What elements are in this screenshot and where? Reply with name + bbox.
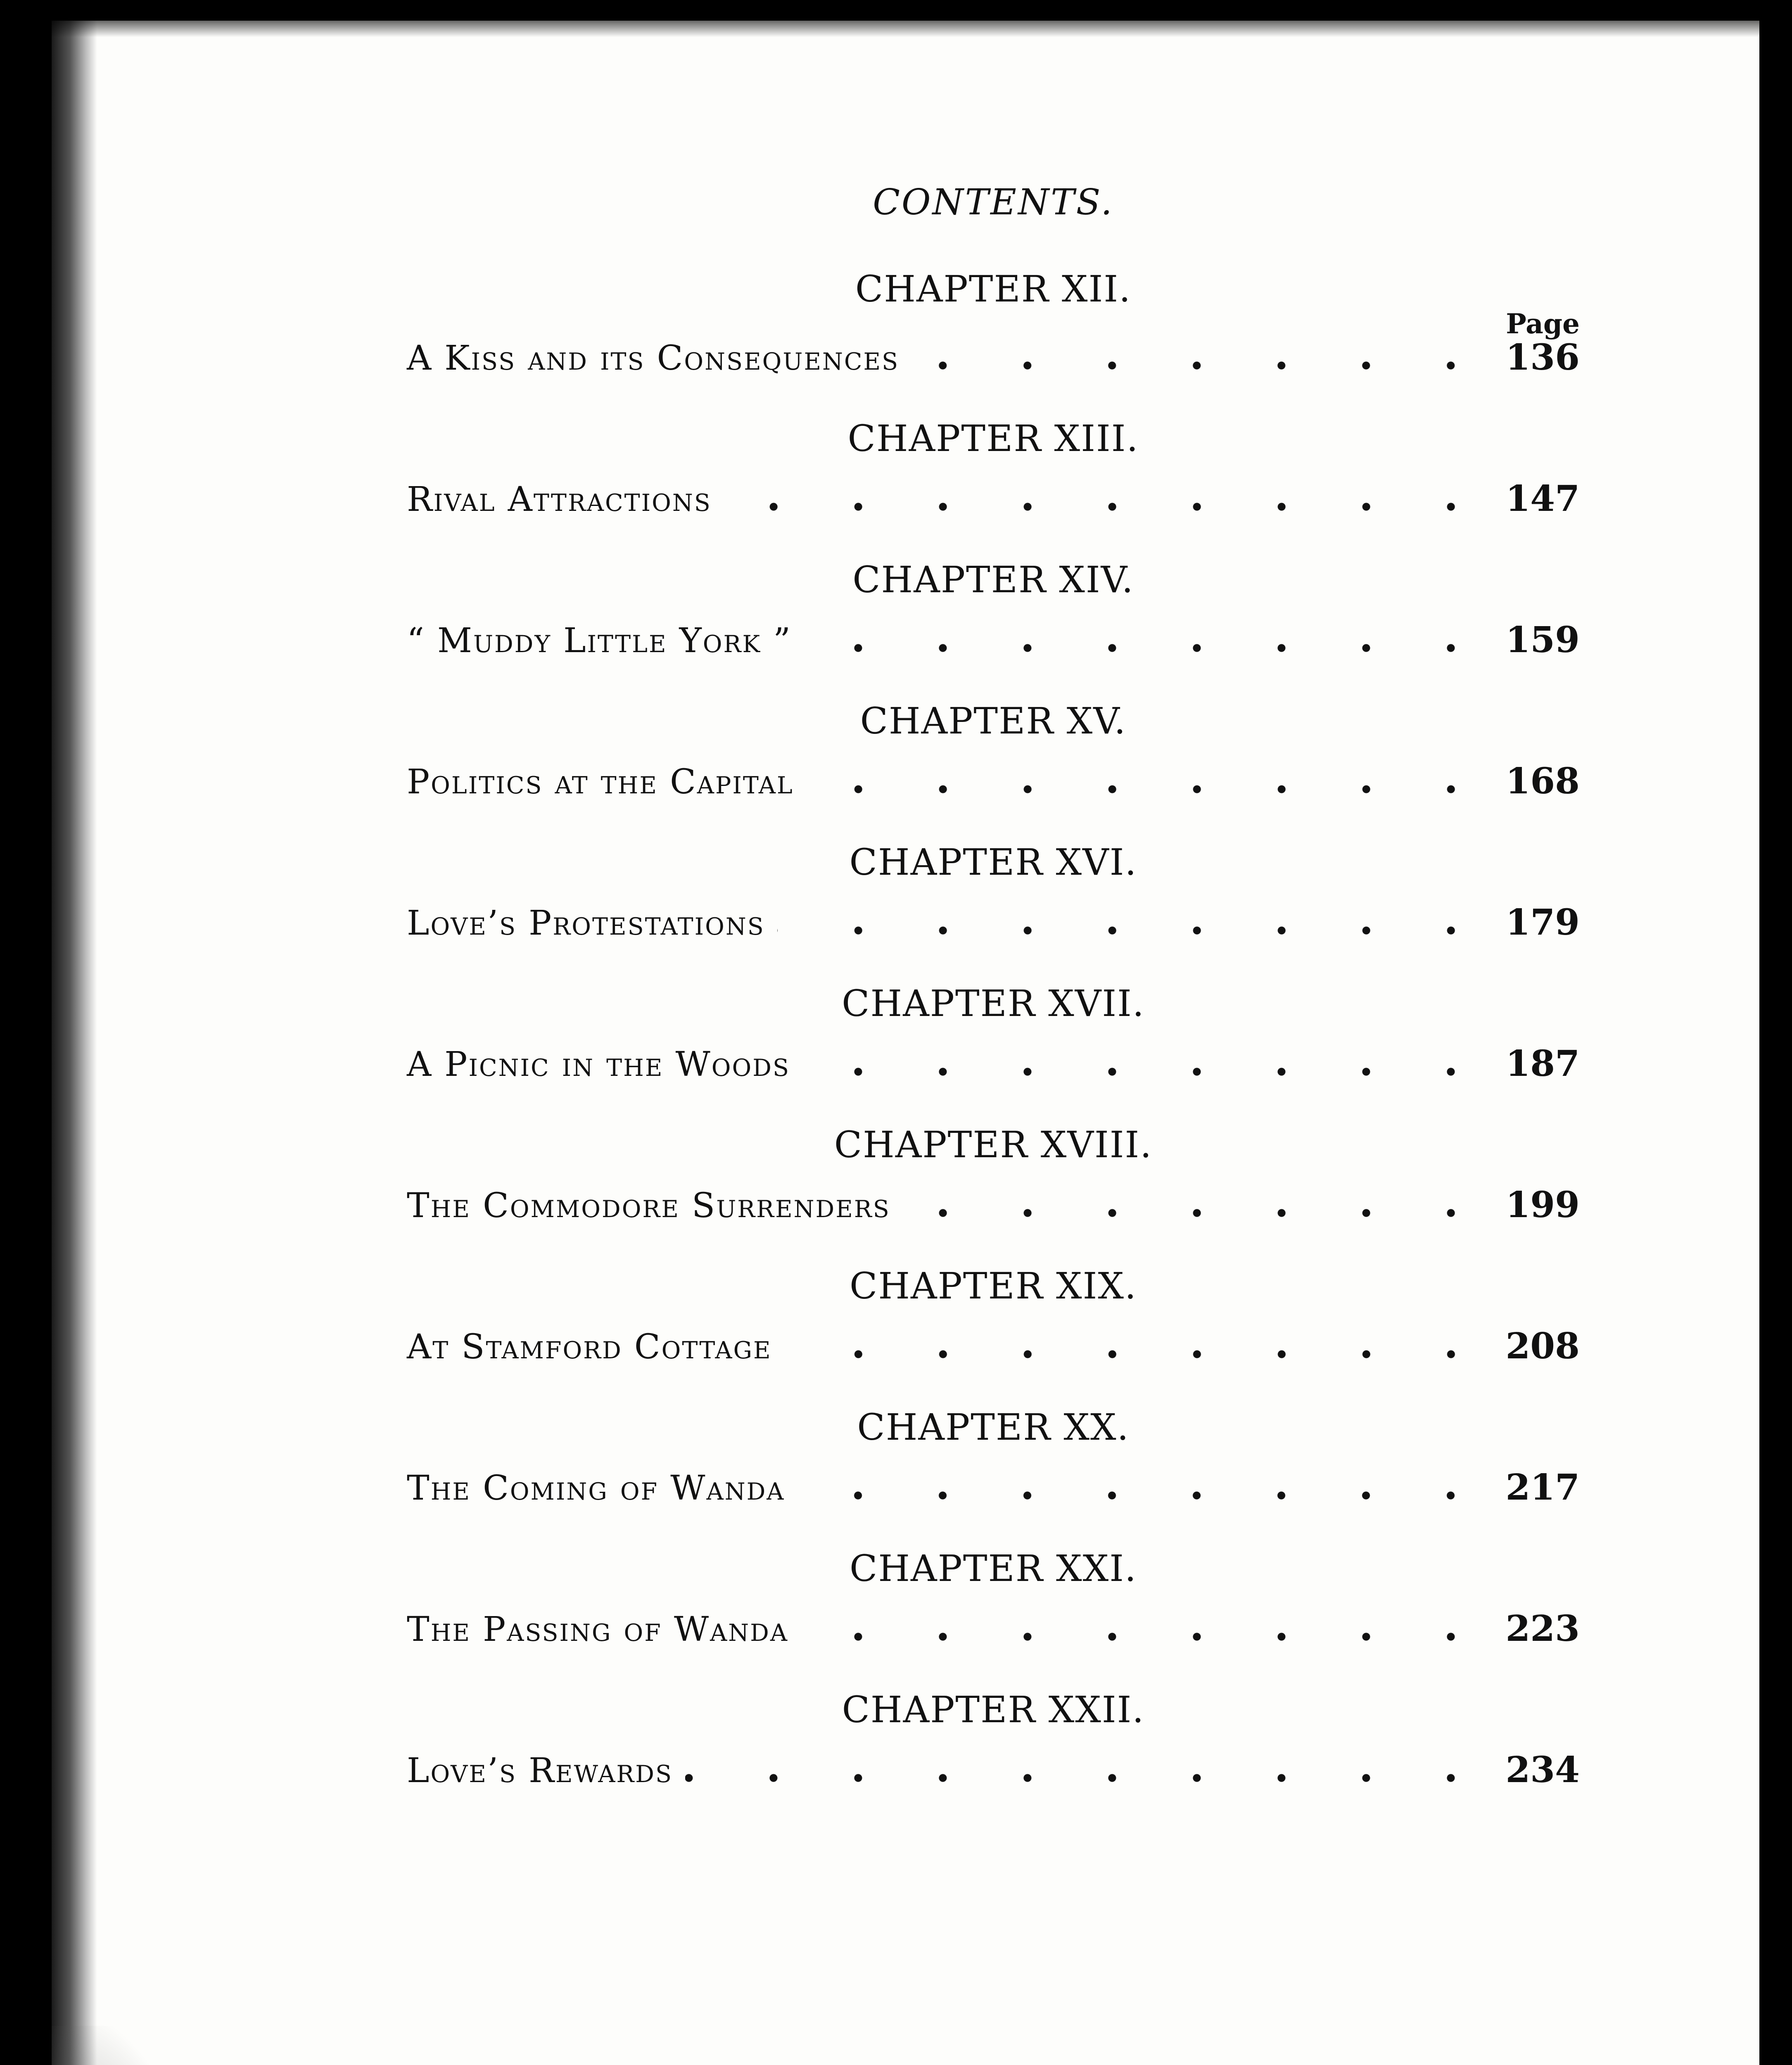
dot-leader [903, 1209, 1493, 1217]
chapter-title: A Kiss and its Consequences [407, 339, 900, 378]
chapter-title: A Picnic in the Woods [407, 1045, 790, 1084]
page-number: 187 [1505, 1043, 1580, 1085]
book-page [52, 21, 1759, 2065]
table-of-contents [407, 182, 1580, 1828]
dot-leader [797, 1491, 1493, 1500]
toc-entry [407, 1043, 1580, 1092]
chapter-block [407, 981, 1580, 1092]
page-number: 217 [1505, 1467, 1580, 1508]
chapter-heading: CHAPTER XVII. [842, 982, 1145, 1025]
chapter-title: Love’s Rewards [407, 1751, 673, 1790]
toc-entry [407, 1749, 1580, 1799]
chapter-heading: CHAPTER XVI. [849, 841, 1137, 883]
chapter-heading: CHAPTER XIV. [852, 558, 1134, 601]
chapter-block [407, 1263, 1580, 1375]
page-number: 208 [1505, 1325, 1580, 1367]
chapter-block [407, 1122, 1580, 1234]
toc-entry [407, 1467, 1580, 1516]
page-corner-shadow [52, 2026, 225, 2065]
dot-leader [806, 785, 1493, 793]
chapter-heading: CHAPTER XXII. [842, 1688, 1145, 1731]
chapter-title: At Stamford Cottage [407, 1327, 772, 1367]
chapter-title: “ Muddy Little York ” [407, 621, 792, 660]
chapter-title: The Commodore Surrenders [407, 1186, 890, 1225]
toc-entry [407, 619, 1580, 669]
chapter-heading: CHAPTER XIII. [847, 417, 1139, 460]
toc-entry [407, 902, 1580, 951]
chapter-title: Rival Attractions [407, 480, 712, 519]
dot-leader [911, 361, 1493, 370]
chapter-block [407, 698, 1580, 810]
chapter-title: Politics at the Capital [407, 762, 794, 802]
dot-leader [802, 1068, 1493, 1076]
toc-entry [407, 1608, 1580, 1657]
chapter-heading: CHAPTER XV. [860, 700, 1127, 742]
page-title: CONTENTS. [873, 182, 1114, 223]
page-number: 159 [1505, 619, 1580, 661]
dot-leader [801, 1633, 1493, 1641]
chapter-block [407, 840, 1580, 951]
dot-leader [724, 503, 1493, 511]
chapter-heading: CHAPTER XX. [857, 1406, 1130, 1448]
dot-leader [784, 1350, 1493, 1358]
chapter-title: Love’s Protestations [407, 904, 765, 943]
chapter-block [407, 1546, 1580, 1657]
chapter-heading: CHAPTER XIX. [849, 1265, 1137, 1307]
chapter-title: The Coming of Wanda [407, 1469, 785, 1508]
dot-leader [777, 926, 1493, 935]
toc-entry [407, 1325, 1580, 1375]
page-top-shadow [52, 21, 1759, 37]
page-number: 223 [1505, 1608, 1580, 1650]
toc-entry [407, 1184, 1580, 1234]
page-column-label: Page [1506, 308, 1580, 340]
page-number: 179 [1505, 902, 1580, 943]
page-number: 199 [1505, 1184, 1580, 1226]
chapter-block [407, 416, 1580, 527]
chapter-heading: CHAPTER XII. [855, 268, 1132, 310]
page-number: 168 [1505, 760, 1580, 802]
chapter-block [407, 1405, 1580, 1516]
toc-entry [407, 478, 1580, 527]
page-edge-shadow [52, 21, 97, 2065]
chapter-block [407, 266, 1580, 386]
chapter-block [407, 1687, 1580, 1799]
page-number: 234 [1505, 1749, 1580, 1791]
page-number: 136 [1505, 337, 1580, 378]
toc-entry [407, 760, 1580, 810]
chapter-block [407, 557, 1580, 669]
toc-entry [407, 337, 1580, 386]
dot-leader [804, 644, 1493, 652]
dot-leader [685, 1774, 1493, 1782]
page-number: 147 [1505, 478, 1580, 520]
chapter-title: The Passing of Wanda [407, 1610, 789, 1649]
chapter-heading: CHAPTER XVIII. [834, 1123, 1153, 1166]
chapter-heading: CHAPTER XXI. [849, 1547, 1137, 1590]
